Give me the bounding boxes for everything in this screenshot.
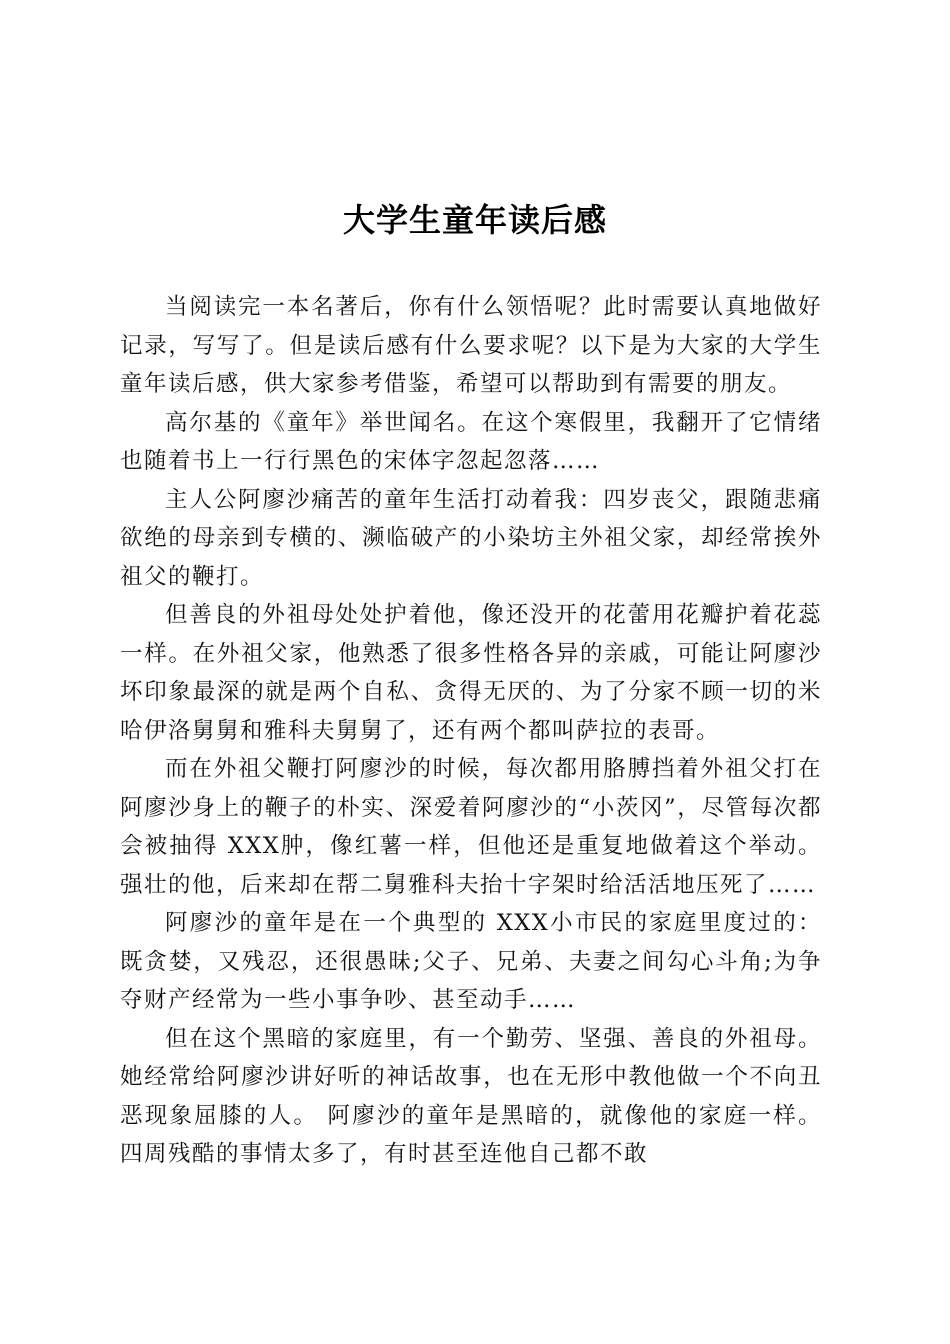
document-title: 大学生童年读后感 (342, 201, 607, 239)
paragraph: 高尔基的《童年》举世闻名。在这个寒假里，我翻开了它情绪也随着书上一行行黑色的宋体字忽起忽落…… (120, 409, 822, 474)
paragraph: 阿廖沙的童年是在一个典型的 XXX小市民的家庭里度过的：既贪婪，又残忍，还很愚昧;父子、兄弟、夫妻之间勾心斗角;为争夺财产经常为一些小事争吵、甚至动手…… (120, 910, 822, 1013)
paragraph: 但善良的外祖母处处护着他，像还没开的花蕾用花瓣护着花蕊一样。在外祖父家，他熟悉了很多性格各异的亲戚，可能让阿廖沙坏印象最深的就是两个自私、贪得无厌的、为了分家不顾一切的米哈伊洛舅舅和雅科夫舅舅了，还有两个都叫萨拉的表哥。 (120, 602, 822, 744)
document-body (120, 288, 822, 1174)
paragraph: 当阅读完一本名著后，你有什么领悟呢？此时需要认真地做好记录，写写了。但是读后感有什么要求呢？以下是为大家的大学生童年读后感，供大家参考借鉴，希望可以帮助到有需要的朋友。 (120, 294, 822, 397)
paragraph: 但在这个黑暗的家庭里，有一个勤劳、坚强、善良的外祖母。她经常给阿廖沙讲好听的神话故事，也在无形中教他做一个不向丑恶现象屈膝的人。 阿廖沙的童年是黑暗的，就像他的家庭一样。四周残酷的事情太多了，有时甚至连他自己都不敢 (120, 1025, 822, 1167)
paragraph: 主人公阿廖沙痛苦的童年生活打动着我：四岁丧父，跟随悲痛欲绝的母亲到专横的、濒临破产的小染坊主外祖父家，却经常挨外祖父的鞭打。 (120, 486, 822, 590)
paragraph: 而在外祖父鞭打阿廖沙的时候，每次都用胳膊挡着外祖父打在阿廖沙身上的鞭子的朴实、深爱着阿廖沙的“小茨冈”，尽管每次都会被抽得 XXX肿，像红薯一样，但他还是重复地做着这个举动。强壮的他，后来却在帮二舅雅科夫抬十字架时给活活地压死了…… (120, 756, 822, 898)
